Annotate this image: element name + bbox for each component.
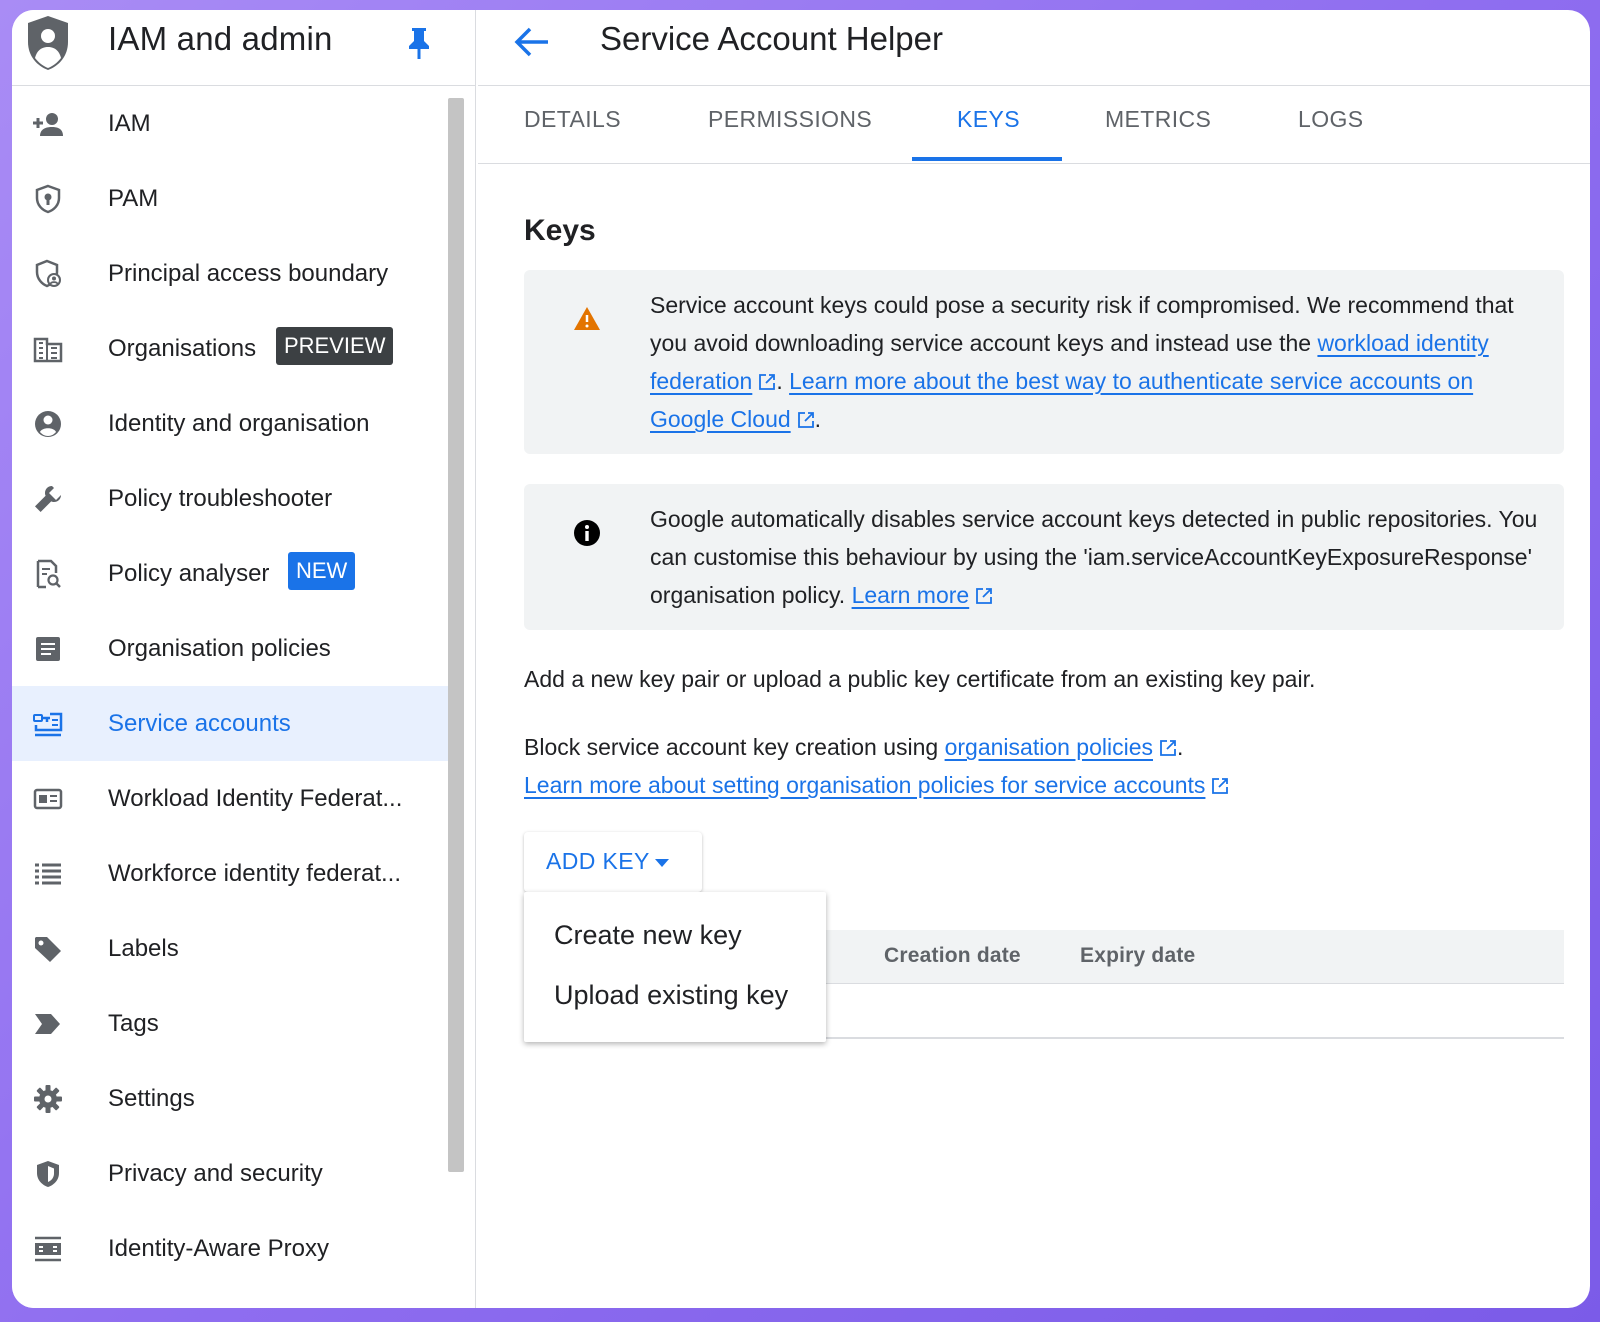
sidebar-item-label: Identity-Aware Proxy: [108, 1235, 329, 1262]
warning-icon: [572, 304, 602, 334]
authenticate-service-accounts-link[interactable]: Learn more about the best way to authenticate service accounts on Google Cloud: [650, 368, 1474, 432]
sidebar-item-label: Labels: [108, 935, 179, 962]
block-text: Block service account key creation using: [524, 734, 945, 760]
service-account-icon: [32, 708, 64, 740]
learn-more-policies-link[interactable]: Learn more about setting organisation policies for service accounts: [524, 772, 1206, 798]
sidebar-item-label: Privacy and security: [108, 1160, 323, 1187]
sidebar-item-label: Workforce identity federat...: [108, 860, 402, 887]
sidebar-item-iam[interactable]: [12, 86, 448, 161]
iam-shield-logo-icon: [24, 14, 72, 72]
preview-badge: PREVIEW: [276, 327, 393, 365]
expiry-date-header[interactable]: Expiry date: [1080, 944, 1196, 967]
external-link-icon: [975, 587, 993, 605]
block-text-end: .: [1177, 734, 1184, 760]
info-callout: [524, 484, 1564, 630]
sidebar-item-organisations[interactable]: [12, 311, 448, 386]
sidebar-item-label: Tags: [108, 1010, 159, 1037]
sidebar-scrollbar[interactable]: [448, 98, 464, 1172]
creation-date-header[interactable]: Creation date: [884, 944, 1021, 967]
active-tab-indicator: [912, 157, 1062, 161]
tab-logs[interactable]: LOGS: [1298, 106, 1364, 132]
sidebar-nav: [12, 86, 448, 1286]
list-icon: [32, 858, 64, 890]
article-icon: [32, 633, 64, 665]
external-link-icon: [797, 411, 815, 429]
caret-down-icon: [654, 858, 670, 868]
new-badge: NEW: [288, 552, 355, 590]
sidebar-item-label: Policy analyser: [108, 560, 270, 587]
sidebar-item-policy-troubleshooter[interactable]: [12, 461, 448, 536]
sidebar-item-label: Organisation policies: [108, 635, 331, 662]
add-key-button[interactable]: [524, 832, 702, 892]
learn-more-policies-line: [524, 766, 1229, 804]
sidebar-item-workload-identity-federation[interactable]: [12, 761, 448, 836]
back-arrow-icon[interactable]: [512, 24, 552, 60]
sidebar-item-label: PAM: [108, 185, 159, 212]
sidebar-item-pam[interactable]: [12, 161, 448, 236]
upload-existing-key-option[interactable]: Upload existing key: [554, 980, 789, 1010]
sidebar-item-service-accounts[interactable]: [12, 686, 448, 761]
sidebar-item-settings[interactable]: [12, 1061, 448, 1136]
sidebar-item-label: IAM: [108, 110, 151, 137]
tag-icon: [32, 1008, 64, 1040]
tab-bar: [478, 86, 1590, 164]
app-title: IAM and admin: [108, 20, 333, 57]
wrench-icon: [32, 483, 64, 515]
sidebar-item-label: Principal access boundary: [108, 260, 389, 287]
block-key-creation-text: [524, 728, 1183, 766]
sidebar-item-workforce-identity-federation[interactable]: [12, 836, 448, 911]
account-circle-icon: [32, 408, 64, 440]
section-heading: Keys: [524, 214, 596, 247]
sidebar-item-identity-and-organisation[interactable]: [12, 386, 448, 461]
warning-text: [650, 286, 1544, 438]
warning-text-part: .: [814, 406, 822, 432]
sidebar-item-organisation-policies[interactable]: [12, 611, 448, 686]
shield-icon: [32, 1158, 64, 1190]
sidebar-item-principal-access-boundary[interactable]: [12, 236, 448, 311]
shield-person-icon: [32, 258, 64, 290]
main-header: [478, 10, 1590, 86]
organisation-policies-link[interactable]: organisation policies: [944, 734, 1153, 760]
sidebar-item-tags[interactable]: [12, 986, 448, 1061]
sidebar-item-policy-analyser[interactable]: [12, 536, 448, 611]
workload-identity-federation-link[interactable]: workload identity federation: [650, 330, 1489, 394]
external-link-icon: [1211, 777, 1229, 795]
sidebar-item-identity-aware-proxy[interactable]: [12, 1211, 448, 1286]
tab-metrics[interactable]: METRICS: [1105, 106, 1212, 132]
tab-permissions[interactable]: PERMISSIONS: [708, 106, 873, 132]
gear-icon: [32, 1083, 64, 1115]
add-key-dropdown-menu: [524, 892, 826, 1042]
sidebar-item-label: Policy troubleshooter: [108, 485, 333, 512]
id-card-icon: [32, 783, 64, 815]
sidebar-item-label: Workload Identity Federat...: [108, 785, 403, 812]
tab-keys[interactable]: KEYS: [957, 106, 1020, 132]
main-panel: [478, 10, 1590, 1308]
sidebar-item-label: Settings: [108, 1085, 195, 1112]
pin-icon[interactable]: [404, 26, 434, 60]
shield-lock-icon: [32, 183, 64, 215]
app-window: [12, 10, 1590, 1308]
external-link-icon: [758, 373, 776, 391]
add-key-label: ADD KEY: [546, 848, 650, 874]
sidebar-item-label: Service accounts: [108, 710, 291, 737]
document-search-icon: [32, 558, 64, 590]
sidebar-item-labels[interactable]: [12, 911, 448, 986]
label-icon: [32, 933, 64, 965]
sidebar-item-privacy-and-security[interactable]: [12, 1136, 448, 1211]
add-key-description: Add a new key pair or upload a public key certificate from an existing key pair.: [524, 666, 1316, 692]
person-add-icon: [32, 108, 64, 140]
tab-details[interactable]: DETAILS: [524, 106, 621, 132]
warning-text-part: .: [776, 368, 790, 394]
building-icon: [32, 333, 64, 365]
sidebar-item-label: Identity and organisation: [108, 410, 370, 437]
external-link-icon: [1159, 739, 1177, 757]
create-new-key-option[interactable]: Create new key: [554, 920, 742, 950]
warning-callout: [524, 270, 1564, 454]
sidebar: [12, 10, 476, 1308]
page-title: Service Account Helper: [600, 20, 944, 57]
proxy-icon: [32, 1233, 64, 1265]
sidebar-item-label: Organisations: [108, 335, 257, 362]
warning-text-part: Service account keys could pose a security risk if compromised. We recommend that you avoid downloading service account keys and instead use the: [650, 292, 1514, 356]
learn-more-link[interactable]: Learn more: [851, 582, 970, 608]
sidebar-header: [12, 10, 475, 86]
info-text: [650, 500, 1544, 614]
info-text-part: Google automatically disables service account keys detected in public repositories. You can customise this behaviour by using the 'iam.serviceAccountKeyExposureResponse' organisation policy.: [650, 506, 1538, 608]
info-icon: [572, 518, 602, 548]
